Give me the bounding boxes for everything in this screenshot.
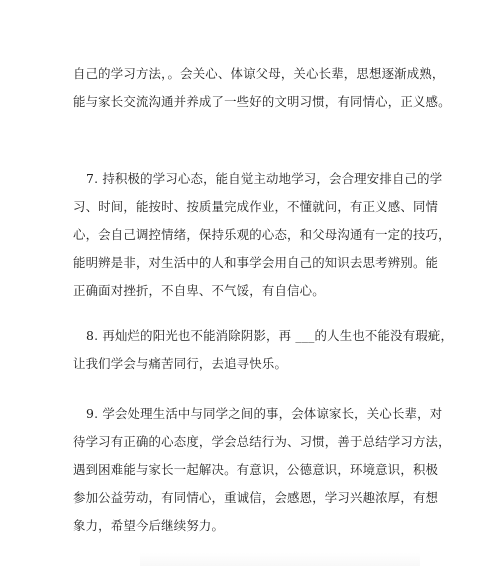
- paragraph-line: 习、时间，能按时、按质量完成作业，不懂就问，有正义感、同情: [73, 199, 439, 214]
- paragraph-line: 8. 再灿烂的阳光也不能消除阴影，再 ___的人生也不能没有瑕疵，: [86, 328, 454, 343]
- paragraph-line: 9. 学会处理生活中与同学之间的事，会体谅家长，关心长辈，对: [86, 406, 443, 421]
- paragraph-item-7: [73, 165, 451, 305]
- paragraph-line: 自己的学习方法，。会关心、体谅父母，关心长辈，思想逐渐成熟，: [73, 66, 445, 81]
- paragraph-line: 象力，希望今后继续努力。: [73, 518, 225, 533]
- paragraph-line: 7. 持积极的学习心态，能自觉主动地学习，会合理安排自己的学: [86, 171, 443, 186]
- paragraph-line: 心，会自己调控情绪，保持乐观的心态，和父母沟通有一定的技巧，: [73, 227, 451, 242]
- paragraph-continuation: [73, 60, 451, 116]
- paragraph-item-9: [73, 400, 451, 540]
- paragraph-line: 让我们学会与痛苦同行，去追寻快乐。: [73, 356, 288, 371]
- paragraph-item-8: [73, 322, 454, 378]
- paragraph-line: 参加公益劳动，有同情心，重诚信，会感恩，学习兴趣浓厚，有想: [73, 490, 439, 505]
- paragraph-line: 能明辨是非，对生活中的人和事学会用自己的知识去思考辨别。能: [73, 255, 439, 270]
- paragraph-line: 遇到困难能与家长一起解决。有意识，公德意识，环境意识，积极: [73, 462, 439, 477]
- paragraph-line: 正确面对挫折，不自卑、不气馁，有自信心。: [73, 283, 325, 298]
- paragraph-line: 能与家长交流沟通并养成了一些好的文明习惯，有同情心，正义感。: [73, 94, 451, 109]
- page-bottom-edge: [140, 553, 420, 566]
- paragraph-line: 待学习有正确的心态度，学会总结行为、习惯，善于总结学习方法，: [73, 434, 451, 449]
